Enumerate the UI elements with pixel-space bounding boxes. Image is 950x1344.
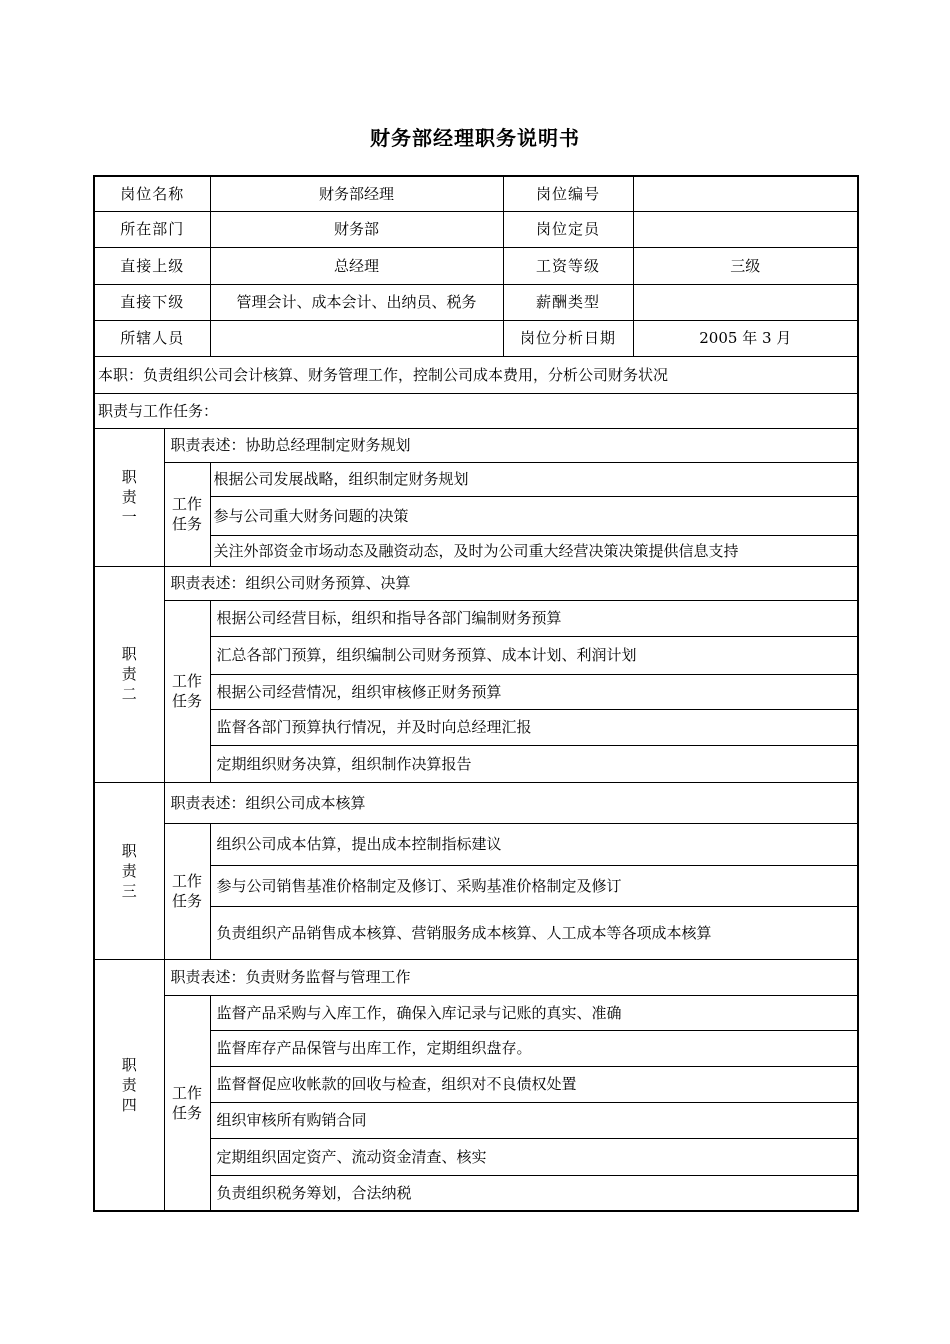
task-item: 关注外部资金市场动态及融资动态，及时为公司重大经营决策决策提供信息支持 xyxy=(210,535,858,566)
task-item: 定期组织财务决算，组织制作决算报告 xyxy=(210,745,858,782)
task-item: 组织公司成本估算，提出成本控制指标建议 xyxy=(210,823,858,865)
value-direct-superior: 总经理 xyxy=(210,247,503,284)
task-item: 根据公司经营目标，组织和指导各部门编制财务预算 xyxy=(210,600,858,636)
task-item: 监督各部门预算执行情况，并及时向总经理汇报 xyxy=(210,709,858,745)
info-row xyxy=(94,176,858,211)
label-headcount: 岗位定员 xyxy=(503,211,633,247)
info-row xyxy=(94,320,858,356)
label-position-number: 岗位编号 xyxy=(503,176,633,211)
value-staff-managed xyxy=(210,320,503,356)
info-row xyxy=(94,247,858,284)
duty-label: 职 责 四 xyxy=(94,959,164,1211)
label-department: 所在部门 xyxy=(94,211,210,247)
task-row xyxy=(94,823,858,865)
value-position-name: 财务部经理 xyxy=(210,176,503,211)
task-item: 负责组织产品销售成本核算、营销服务成本核算、人工成本等各项成本核算 xyxy=(210,906,858,959)
task-label: 工作 任务 xyxy=(164,600,210,782)
task-row xyxy=(94,600,858,636)
task-row xyxy=(94,462,858,496)
duties-header: 职责与工作任务： xyxy=(94,393,858,428)
task-item: 监督产品采购与入库工作，确保入库记录与记账的真实、准确 xyxy=(210,995,858,1030)
value-headcount xyxy=(633,211,858,247)
duty-statement-row xyxy=(94,428,858,462)
label-staff-managed: 所辖人员 xyxy=(94,320,210,356)
info-row xyxy=(94,284,858,320)
label-analysis-date: 岗位分析日期 xyxy=(503,320,633,356)
label-pay-type: 薪酬类型 xyxy=(503,284,633,320)
job-summary: 本职：负责组织公司会计核算、财务管理工作，控制公司成本费用，分析公司财务状况 xyxy=(94,356,858,393)
duty-statement: 职责表述：负责财务监督与管理工作 xyxy=(164,959,858,995)
info-row xyxy=(94,211,858,247)
value-salary-grade: 三级 xyxy=(633,247,858,284)
task-item: 组织审核所有购销合同 xyxy=(210,1102,858,1138)
task-item: 根据公司发展战略，组织制定财务规划 xyxy=(210,462,858,496)
task-item: 汇总各部门预算，组织编制公司财务预算、成本计划、利润计划 xyxy=(210,636,858,674)
task-row xyxy=(94,995,858,1030)
duty-statement-row xyxy=(94,959,858,995)
task-item: 根据公司经营情况，组织审核修正财务预算 xyxy=(210,674,858,709)
duty-statement: 职责表述：组织公司财务预算、决算 xyxy=(164,566,858,600)
duty-statement-row xyxy=(94,566,858,600)
task-item: 监督督促应收帐款的回收与检查，组织对不良债权处置 xyxy=(210,1066,858,1102)
summary-row xyxy=(94,356,858,393)
duty-label: 职 责 二 xyxy=(94,566,164,782)
task-label: 工作 任务 xyxy=(164,823,210,959)
job-description-table xyxy=(93,175,859,1212)
task-label: 工作 任务 xyxy=(164,462,210,566)
document-title: 财务部经理职务说明书 xyxy=(370,126,580,150)
value-pay-type xyxy=(633,284,858,320)
value-position-number xyxy=(633,176,858,211)
task-item: 参与公司销售基准价格制定及修订、采购基准价格制定及修订 xyxy=(210,865,858,906)
label-direct-subordinates: 直接下级 xyxy=(94,284,210,320)
duty-label: 职 责 三 xyxy=(94,782,164,959)
label-salary-grade: 工资等级 xyxy=(503,247,633,284)
label-position-name: 岗位名称 xyxy=(94,176,210,211)
duty-statement-row xyxy=(94,782,858,823)
task-label: 工作 任务 xyxy=(164,995,210,1211)
duties-header-row xyxy=(94,393,858,428)
value-analysis-date: 2005 年 3 月 xyxy=(633,320,858,356)
duty-statement: 职责表述：协助总经理制定财务规划 xyxy=(164,428,858,462)
label-direct-superior: 直接上级 xyxy=(94,247,210,284)
task-item: 参与公司重大财务问题的决策 xyxy=(210,496,858,535)
task-item: 定期组织固定资产、流动资金清查、核实 xyxy=(210,1138,858,1175)
duty-label: 职 责 一 xyxy=(94,428,164,566)
task-item: 监督库存产品保管与出库工作，定期组织盘存。 xyxy=(210,1030,858,1066)
value-direct-subordinates: 管理会计、成本会计、出纳员、税务 xyxy=(210,284,503,320)
task-item: 负责组织税务筹划，合法纳税 xyxy=(210,1175,858,1211)
duty-statement: 职责表述：组织公司成本核算 xyxy=(164,782,858,823)
value-department: 财务部 xyxy=(210,211,503,247)
